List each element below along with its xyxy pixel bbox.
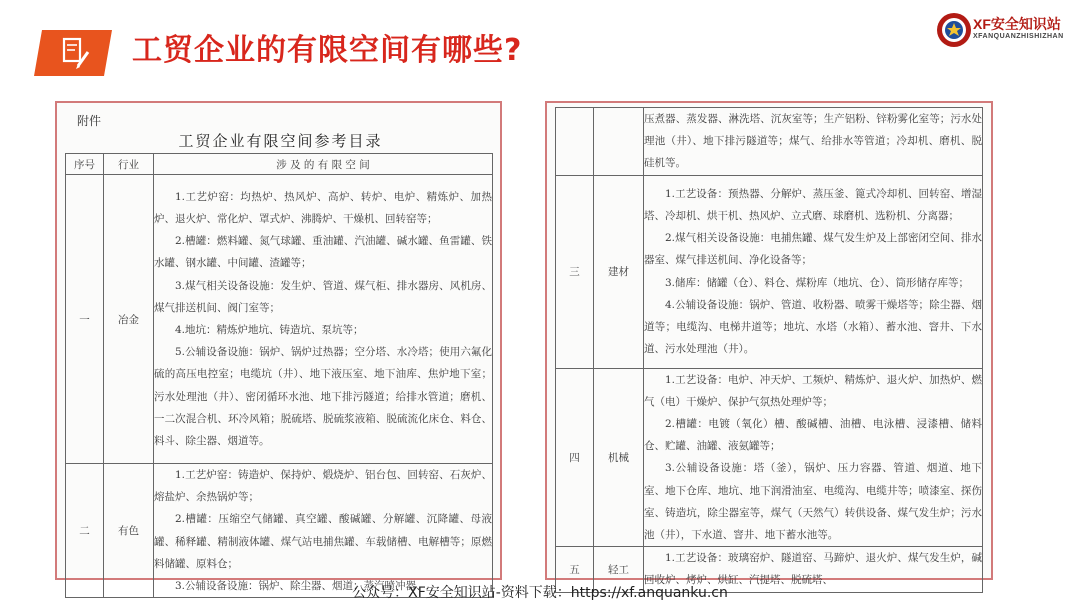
list-item: 4.公辅设备设施：锅炉、管道、收粉器、喷雾干燥塔等；除尘器、烟道等；电缆沟、电梯井道等；地坑、水塔（水箱）、蓄水池、窨井、下水道、污水处理池（井）。 [644,298,982,356]
annex-label: 附件 [77,114,102,128]
row-number [556,108,594,176]
document-pen-icon [34,30,112,76]
column-header-spaces: 涉 及 的 有 限 空 间 [154,154,493,175]
row-content [644,175,983,368]
list-item: 2.槽罐：电镀（氧化）槽、酸碱槽、油槽、电泳槽、浸漆槽、储料仓、贮罐、油罐、液氨罐等； [644,418,982,453]
reference-table-right [555,107,983,593]
table-row [556,368,983,547]
emblem-logo [936,12,972,48]
list-item: 1.工艺设备：电炉、冲天炉、工频炉、精炼炉、退火炉、加热炉、燃气（电）干燥炉、保护气氛热处理炉等； [644,373,982,408]
table-header-row [66,154,493,175]
row-number: 一 [66,175,104,464]
list-item: 4.地坑：精炼炉地坑、铸造坑、泵坑等； [175,324,364,336]
list-item: 3.公辅设备设施：锅炉、除尘器、烟道；蒸汽喷冲器、 [175,580,427,593]
row-industry: 有色 [104,464,154,598]
list-item: 3.煤气相关设备设施：发生炉、管道、煤气柜、排水器房、风机房、煤气排送机间、阀门室等； [154,279,492,314]
list-item: 1.工艺炉窑：均热炉、热风炉、高炉、转炉、电炉、精炼炉、加热炉、退火炉、常化炉、罩式炉、沸腾炉、干燥机、回转窑等； [154,190,492,225]
row-number: 三 [556,175,594,368]
row-content [154,464,493,598]
table-row [556,108,983,176]
slide-header [0,0,1080,90]
row-number: 二 [66,464,104,598]
row-industry: 轻工 [594,547,644,592]
row-industry: 冶金 [104,175,154,464]
list-item: 2.槽罐：燃料罐、氮气球罐、重油罐、汽油罐、碱水罐、鱼雷罐、铁水罐、钢水罐、中间罐、渣罐等； [154,235,492,270]
row-industry: 机械 [594,368,644,547]
row-content [154,175,493,464]
list-item: 2.煤气相关设备设施：电捕焦罐、煤气发生炉及上部密闭空间、排水器室、煤气排送机间、净化设备等； [644,232,982,267]
list-item: 1.工艺设备：预热器、分解炉、蒸压釜、篦式冷却机、回转窑、增湿塔、冷却机、烘干机、热风炉、立式磨、球磨机、选粉机、分离器； [644,187,982,222]
column-header-industry: 行业 [104,154,154,175]
document-scan-left [55,101,502,593]
table-row [66,175,493,464]
document-scan-right [545,101,993,587]
list-item: 5.公辅设备设施：锅炉、锅炉过热器；空分塔、水冷塔；使用六氟化硫的高压电控室；电缆坑（井）、地下液压室、地下油库、焦炉地下室；污水处理池（井）、密闭循环水池、地下排污隧道；给排水管道；磨机、一二次混合机、环冷风箱；脱硫塔、脱硫浆液箱、脱硫流化床仓、料仓、料斗、除尘器、烟道等。 [154,346,492,448]
row-content [644,108,983,176]
row-content [644,368,983,547]
document-title: 工贸企业有限空间参考目录 [178,132,383,150]
row-number: 五 [556,547,594,592]
column-header-number: 序号 [66,154,104,175]
list-item: 1.工艺炉窑：铸造炉、保持炉、煅烧炉、铝台包、回转窑、石灰炉、熔盐炉、余热锅炉等； [154,469,492,504]
list-item: 3.公辅设备设施：塔（釜），锅炉、压力容器、管道、烟道、地下室、地下仓库、地坑、地下润滑油室、电缆沟、电缆井等；喷漆室、探伤室、铸造坑，除尘器室等，煤气（天然气）转供设备、煤气发生炉；污水池（井），下水道、窨井、地下蓄水池等。 [644,462,982,542]
table-row [556,175,983,368]
logo-subtitle: XFANQUANZHISHIZHAN [973,33,1064,40]
table-row [66,464,493,598]
page-title: 工贸企业的有限空间有哪些? [132,33,523,68]
footer-text: 公众号：XF安全知识站-资料下载：https://xf.anquanku.cn [352,585,728,601]
row-number: 四 [556,368,594,547]
row-industry: 建材 [594,175,644,368]
list-item: 2.槽罐：压缩空气储罐、真空罐、酸碱罐、分解罐、沉降罐、母液罐、稀释罐、精制液体罐、煤气站电捕焦罐、车载储槽、电解槽等；原燃料储罐、原料仓； [154,513,492,570]
list-item: 1.工艺设备：玻璃窑炉、隧道窑、马蹄炉、退火炉、煤气发生炉，碱回收炉、烤炉、烘缸、汽提塔、脱硫塔、 [644,552,982,587]
logo-text: XF安全知识站 [973,16,1061,32]
list-item: 压煮器、蒸发器、淋洗塔、沉灰室等；生产铝粉、锌粉雾化室等；污水处理池（井）、地下排污隧道等；煤气、给排水等管道；冷却机、磨机、脱硅机等。 [644,113,982,170]
reference-table-left [65,153,493,598]
list-item: 3.储库：储罐（仓）、料仓、煤粉库（地坑、仓）、筒形储存库等； [665,276,970,289]
row-industry [594,108,644,176]
